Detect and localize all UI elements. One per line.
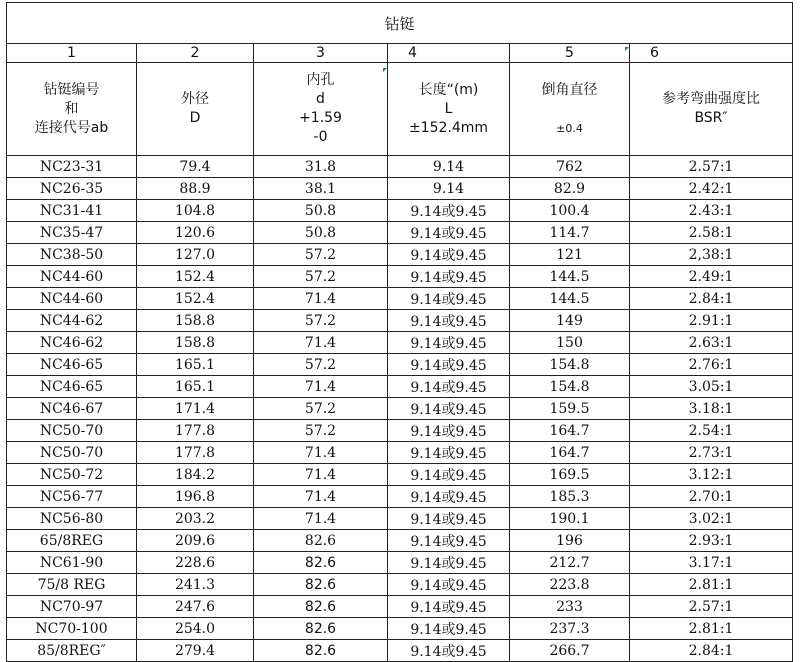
header-line: L xyxy=(444,100,453,117)
cell-bsr: 2.57:1 xyxy=(630,156,793,178)
cell-bevel-diameter: 237.3 xyxy=(510,618,630,640)
cell-length: 9.14 xyxy=(388,156,510,178)
header-line: 外径 xyxy=(181,91,209,107)
cell-bevel-diameter: 121 xyxy=(510,244,630,266)
cell-bore: 71.4 xyxy=(254,376,388,398)
header-line xyxy=(510,100,629,119)
cell-bore: 82.6 xyxy=(254,596,388,618)
cell-length: 9.14或9.45 xyxy=(388,552,510,574)
cell-bevel-diameter: 144.5 xyxy=(510,288,630,310)
header-line: -0 xyxy=(313,129,328,145)
cell-outer-diameter: 177.8 xyxy=(137,420,254,442)
cell-bore: 57.2 xyxy=(254,310,388,332)
cell-bsr: 2.57:1 xyxy=(630,596,793,618)
cell-bevel-diameter: 154.8 xyxy=(510,354,630,376)
header-length xyxy=(388,63,510,156)
table-row xyxy=(7,508,793,530)
cell-bsr: 2.84:1 xyxy=(630,640,793,662)
cell-code: NC35-47 xyxy=(7,222,137,244)
header-bsr xyxy=(630,63,793,156)
cell-bsr: 3.18:1 xyxy=(630,398,793,420)
cell-bsr: 2.58:1 xyxy=(630,222,793,244)
cell-code: NC61-90 xyxy=(7,552,137,574)
header-line: d xyxy=(316,91,325,107)
table-row xyxy=(7,178,793,200)
cell-outer-diameter: 171.4 xyxy=(137,398,254,420)
cell-bsr: 2.81:1 xyxy=(630,574,793,596)
cell-outer-diameter: 241.3 xyxy=(137,574,254,596)
cell-bore: 57.2 xyxy=(254,354,388,376)
cell-length: 9.14或9.45 xyxy=(388,508,510,530)
table-row xyxy=(7,266,793,288)
cell-marker-icon xyxy=(625,47,629,51)
cell-code: 75/8 REG xyxy=(7,574,137,596)
cell-length: 9.14或9.45 xyxy=(388,420,510,442)
cell-outer-diameter: 104.8 xyxy=(137,200,254,222)
cell-length: 9.14或9.45 xyxy=(388,442,510,464)
cell-bevel-diameter: 100.4 xyxy=(510,200,630,222)
table-row xyxy=(7,244,793,266)
table-title: 钻铤 xyxy=(7,3,793,44)
cell-bore: 82.6 xyxy=(254,640,388,662)
cell-bore: 82.6 xyxy=(254,618,388,640)
table-row xyxy=(7,310,793,332)
column-number-row xyxy=(7,44,793,63)
table-row xyxy=(7,618,793,640)
cell-code: NC44-60 xyxy=(7,288,137,310)
cell-bevel-diameter: 144.5 xyxy=(510,266,630,288)
cell-bore: 71.4 xyxy=(254,486,388,508)
cell-bore: 50.8 xyxy=(254,200,388,222)
cell-bevel-diameter: 185.3 xyxy=(510,486,630,508)
header-bevel-diameter xyxy=(510,63,630,156)
table-row xyxy=(7,486,793,508)
column-number: 3 xyxy=(254,44,388,63)
table-row xyxy=(7,464,793,486)
cell-bsr: 2.42:1 xyxy=(630,178,793,200)
cell-code: NC46-67 xyxy=(7,398,137,420)
cell-bevel-diameter: 154.8 xyxy=(510,376,630,398)
cell-bevel-diameter: 762 xyxy=(510,156,630,178)
cell-code: NC44-62 xyxy=(7,310,137,332)
cell-outer-diameter: 165.1 xyxy=(137,354,254,376)
table-row xyxy=(7,288,793,310)
cell-length: 9.14或9.45 xyxy=(388,310,510,332)
table-row xyxy=(7,640,793,662)
cell-length: 9.14或9.45 xyxy=(388,244,510,266)
cell-outer-diameter: 120.6 xyxy=(137,222,254,244)
cell-outer-diameter: 88.9 xyxy=(137,178,254,200)
header-row xyxy=(7,63,793,156)
cell-bore: 57.2 xyxy=(254,266,388,288)
cell-bore: 57.2 xyxy=(254,398,388,420)
column-number: 5 xyxy=(510,44,630,63)
cell-bsr: 3.12:1 xyxy=(630,464,793,486)
cell-outer-diameter: 152.4 xyxy=(137,266,254,288)
cell-bsr: 2.63:1 xyxy=(630,332,793,354)
cell-length: 9.14或9.45 xyxy=(388,332,510,354)
header-line: BSR″ xyxy=(694,110,728,126)
table-row xyxy=(7,552,793,574)
cell-outer-diameter: 127.0 xyxy=(137,244,254,266)
header-line: ±152.4mm xyxy=(408,119,489,136)
cell-code: NC46-62 xyxy=(7,332,137,354)
cell-length: 9.14或9.45 xyxy=(388,354,510,376)
cell-bsr: 3.17:1 xyxy=(630,552,793,574)
header-outer-diameter xyxy=(137,63,254,156)
cell-code: 85/8REG″ xyxy=(7,640,137,662)
cell-outer-diameter: 158.8 xyxy=(137,310,254,332)
header-line: 钻铤编号 xyxy=(43,81,100,98)
cell-bevel-diameter: 164.7 xyxy=(510,442,630,464)
cell-length: 9.14或9.45 xyxy=(388,596,510,618)
cell-length: 9.14或9.45 xyxy=(388,640,510,662)
cell-bevel-diameter: 223.8 xyxy=(510,574,630,596)
cell-bore: 71.4 xyxy=(254,508,388,530)
cell-length: 9.14或9.45 xyxy=(388,266,510,288)
cell-bore: 71.4 xyxy=(254,332,388,354)
table-row xyxy=(7,156,793,178)
cell-code: 65/8REG xyxy=(7,530,137,552)
cell-bevel-diameter: 82.9 xyxy=(510,178,630,200)
column-number: 1 xyxy=(7,44,137,63)
cell-outer-diameter: 196.8 xyxy=(137,486,254,508)
cell-bsr: 2.43:1 xyxy=(630,200,793,222)
cell-outer-diameter: 228.6 xyxy=(137,552,254,574)
cell-bore: 71.4 xyxy=(254,442,388,464)
cell-bore: 31.8 xyxy=(254,156,388,178)
cell-bevel-diameter: 169.5 xyxy=(510,464,630,486)
header-line: 内孔 xyxy=(306,72,335,88)
cell-bore: 50.8 xyxy=(254,222,388,244)
cell-outer-diameter: 279.4 xyxy=(137,640,254,662)
cell-bevel-diameter: 150 xyxy=(510,332,630,354)
cell-bsr: 2.81:1 xyxy=(630,618,793,640)
cell-code: NC56-80 xyxy=(7,508,137,530)
cell-bsr: 2.70:1 xyxy=(630,486,793,508)
cell-bsr: 2.93:1 xyxy=(630,530,793,552)
cell-bsr: 2.84:1 xyxy=(630,288,793,310)
header-line: 倒角直径 xyxy=(541,81,598,98)
cell-bore: 38.1 xyxy=(254,178,388,200)
table-row xyxy=(7,442,793,464)
cell-bore: 57.2 xyxy=(254,420,388,442)
cell-length: 9.14或9.45 xyxy=(388,222,510,244)
cell-bevel-diameter: 114.7 xyxy=(510,222,630,244)
cell-bevel-diameter: 233 xyxy=(510,596,630,618)
title-row xyxy=(7,3,793,44)
cell-code: NC31-41 xyxy=(7,200,137,222)
cell-code: NC23-31 xyxy=(7,156,137,178)
cell-bevel-diameter: 159.5 xyxy=(510,398,630,420)
table-row xyxy=(7,420,793,442)
cell-outer-diameter: 184.2 xyxy=(137,464,254,486)
cell-code: NC50-70 xyxy=(7,442,137,464)
header-line: D xyxy=(189,110,201,126)
cell-outer-diameter: 177.8 xyxy=(137,442,254,464)
cell-bsr: 2.73:1 xyxy=(630,442,793,464)
cell-bevel-diameter: 212.7 xyxy=(510,552,630,574)
cell-bevel-diameter: 149 xyxy=(510,310,630,332)
cell-marker-icon xyxy=(383,68,387,72)
cell-bsr: 2,38:1 xyxy=(630,244,793,266)
table-row xyxy=(7,596,793,618)
header-line: ±0.4 xyxy=(556,121,583,135)
table-row xyxy=(7,376,793,398)
cell-code: NC70-97 xyxy=(7,596,137,618)
cell-code: NC26-35 xyxy=(7,178,137,200)
cell-code: NC38-50 xyxy=(7,244,137,266)
column-number: 4 xyxy=(388,44,510,63)
cell-outer-diameter: 158.8 xyxy=(137,332,254,354)
table-row xyxy=(7,354,793,376)
cell-outer-diameter: 203.2 xyxy=(137,508,254,530)
cell-bsr: 2.91:1 xyxy=(630,310,793,332)
cell-outer-diameter: 209.6 xyxy=(137,530,254,552)
cell-code: NC46-65 xyxy=(7,376,137,398)
cell-code: NC56-77 xyxy=(7,486,137,508)
cell-length: 9.14或9.45 xyxy=(388,200,510,222)
cell-bsr: 2.54:1 xyxy=(630,420,793,442)
header-line: 长度“(m) xyxy=(418,81,479,98)
header-bore xyxy=(254,63,388,156)
cell-outer-diameter: 254.0 xyxy=(137,618,254,640)
cell-length: 9.14或9.45 xyxy=(388,376,510,398)
cell-outer-diameter: 165.1 xyxy=(137,376,254,398)
cell-bsr: 3.05:1 xyxy=(630,376,793,398)
cell-bore: 71.4 xyxy=(254,288,388,310)
column-number: 2 xyxy=(137,44,254,63)
cell-bore: 82.6 xyxy=(254,574,388,596)
cell-outer-diameter: 79.4 xyxy=(137,156,254,178)
column-number: 6 xyxy=(630,44,793,63)
cell-bevel-diameter: 190.1 xyxy=(510,508,630,530)
cell-outer-diameter: 152.4 xyxy=(137,288,254,310)
table-row xyxy=(7,332,793,354)
cell-bsr: 2.49:1 xyxy=(630,266,793,288)
table-row xyxy=(7,398,793,420)
cell-code: NC70-100 xyxy=(7,618,137,640)
cell-length: 9.14 xyxy=(388,178,510,200)
cell-length: 9.14或9.45 xyxy=(388,574,510,596)
cell-bsr: 3.02:1 xyxy=(630,508,793,530)
cell-bsr: 2.76:1 xyxy=(630,354,793,376)
table-row xyxy=(7,222,793,244)
cell-code: NC46-65 xyxy=(7,354,137,376)
cell-length: 9.14或9.45 xyxy=(388,288,510,310)
cell-bore: 82.6 xyxy=(254,530,388,552)
cell-bore: 82.6 xyxy=(254,552,388,574)
cell-code: NC50-72 xyxy=(7,464,137,486)
cell-length: 9.14或9.45 xyxy=(388,486,510,508)
cell-code: NC50-70 xyxy=(7,420,137,442)
cell-length: 9.14或9.45 xyxy=(388,618,510,640)
header-connection-code xyxy=(7,63,137,156)
cell-bevel-diameter: 164.7 xyxy=(510,420,630,442)
header-line: +1.59 xyxy=(299,110,342,126)
table-row xyxy=(7,574,793,596)
cell-length: 9.14或9.45 xyxy=(388,398,510,420)
header-line: 和 xyxy=(64,100,79,117)
table-row xyxy=(7,200,793,222)
cell-bevel-diameter: 266.7 xyxy=(510,640,630,662)
cell-bevel-diameter: 196 xyxy=(510,530,630,552)
cell-outer-diameter: 247.6 xyxy=(137,596,254,618)
cell-length: 9.14或9.45 xyxy=(388,530,510,552)
cell-bore: 71.4 xyxy=(254,464,388,486)
table-row xyxy=(7,530,793,552)
cell-length: 9.14或9.45 xyxy=(388,464,510,486)
header-line: 连接代号ab xyxy=(34,119,109,136)
drill-collar-table xyxy=(6,2,793,662)
header-line: 参考弯曲强度比 xyxy=(662,91,761,107)
cell-code: NC44-60 xyxy=(7,266,137,288)
cell-bore: 57.2 xyxy=(254,244,388,266)
